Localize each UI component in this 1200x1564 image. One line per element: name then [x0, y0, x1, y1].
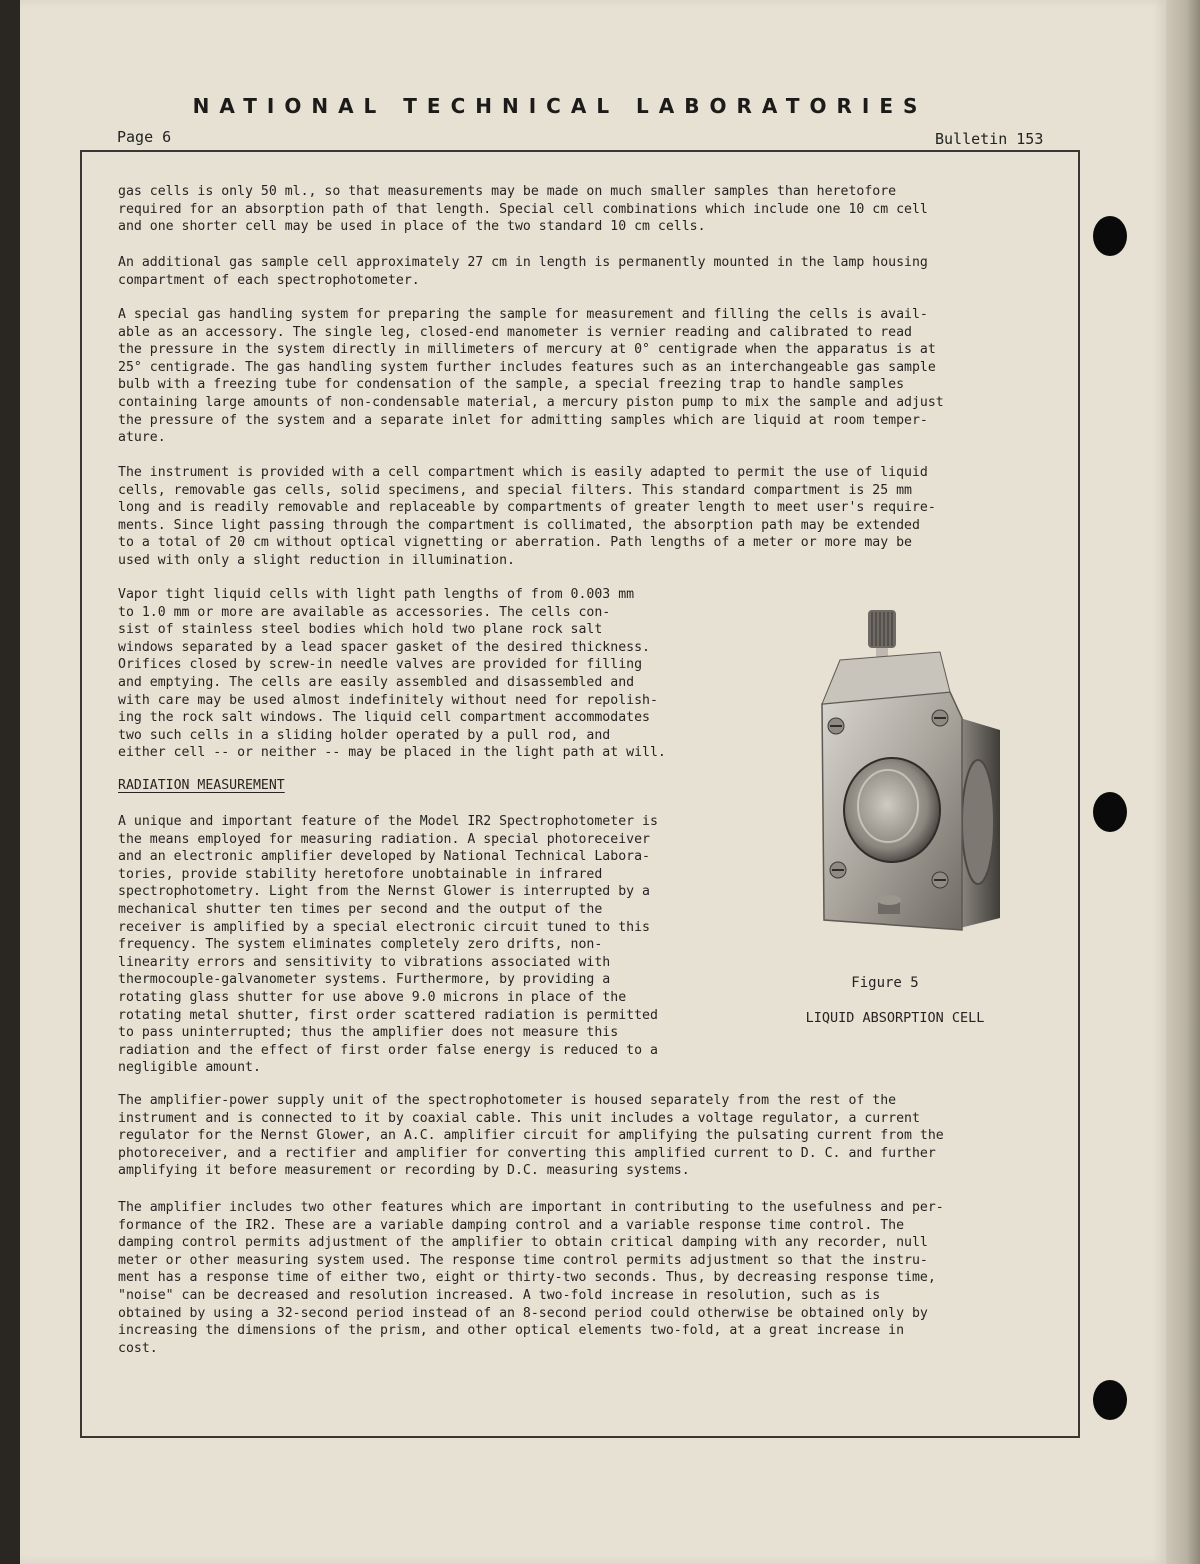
figure-caption: LIQUID ABSORPTION CELL [805, 1010, 985, 1026]
section-heading-radiation: RADIATION MEASUREMENT [118, 778, 285, 793]
liquid-absorption-cell-photo [800, 600, 1020, 940]
binder-hole-top [1093, 216, 1127, 256]
paragraph-liquid-cells: Vapor tight liquid cells with light path lengths of from 0.003 mm to 1.0 mm or more are available as accessories. The cells con- sist of stainless steel bodies which hold two plane rock salt windows separated by a lead spacer gasket of the desired thickness. Orifices closed by screw-in needle valves are provided for filling and emptying. The cells are easily assembled and disassembled and with care may be used almost indefinitely without need for repolish- ing the rock salt windows. The liquid cell compartment accommodates two such cells in a sliding holder operated by a pull rod, and either cell -- or neither -- may be placed in the light path at will. [118, 587, 666, 761]
paragraph-cell-compartment: The instrument is provided with a cell compartment which is easily adapted to permit the use of liquid cells, removable gas cells, solid specimens, and special filters. This standard compartment is 25 mm long and is readily removable and replaceable by compartments of greater length to meet user's require- ments. Since light passing through the compartment is collimated, the absorption path may be extended to a total of 20 cm without optical vignetting or aberration. Path lengths of a meter or more may be used with only a slight reduction in illumination. [118, 465, 936, 568]
paragraph-amplifier-features: The amplifier includes two other features which are important in contributing to the usefulness and per- formance of the IR2. These are a variable damping control and a variable response time control. The damping control permits adjustment of the amplifier to obtain critical damping with any recorder, null meter or other measuring system used. The response time control permits adjustment so that the instru- ment has a response time of either two, eight or thirty-two seconds. Thus, by decreasing response time, "noise" can be decreased and resolution increased. A two-fold increase in resolution, such as is obtained by using a 32-second period instead of an 8-second period could otherwise be obtained only by increasing the dimensions of the prism, and other optical elements two-fold, at a great increase in cost. [118, 1200, 944, 1356]
paragraph-additional-cell: An additional gas sample cell approximately 27 cm in length is permanently mounted in the lamp housing compartment of each spectrophotometer. [118, 255, 928, 288]
paragraph-amplifier-power: The amplifier-power supply unit of the spectrophotometer is housed separately from the rest of the instrument and is connected to it by coaxial cable. This unit includes a voltage regulator, a current regulator for the Nernst Glower, an A.C. amplifier circuit for amplifying the pulsating current from the photoreceiver, and a rectifier and amplifier for converting this amplified current to D. C. and further amplifying it before measurement or recording by D.C. measuring systems. [118, 1093, 944, 1179]
binder-hole-bottom [1093, 1380, 1127, 1420]
paragraph-radiation: A unique and important feature of the Model IR2 Spectrophotometer is the means employed for measuring radiation. A special photoreceiver and an electronic amplifier developed by National Technical Labora- tories, provide stability heretofore unobtainable in infrared spectrophotometry. Light from the Nernst Glower is interrupted by a mechanical shutter ten times per second and the output of the receiver is amplified by a special electronic circuit tuned to this frequency. The system eliminates completely zero drifts, non- linearity errors and sensitivity to vibrations associated with thermocouple-galvanometer systems. Furthermore, by providing a rotating glass shutter for use above 9.0 microns in place of the rotating metal shutter, first order scattered radiation is permitted to pass uninterrupted; thus the amplifier does not measure this radiation and the effect of first order false energy is reduced to a negligible amount. [118, 814, 658, 1076]
laboratory-name-header: NATIONAL TECHNICAL LABORATORIES [192, 94, 928, 118]
paragraph-gas-cells: gas cells is only 50 ml., so that measurements may be made on much smaller samples than heretofore required for an absorption path of that length. Special cell combinations which include one 10 cm cell and one shorter cell may be used in place of the two standard 10 cm cells. [118, 184, 928, 235]
page-number: Page 6 [117, 128, 172, 146]
paragraph-gas-handling: A special gas handling system for preparing the sample for measurement and filling the cells is avail- able as an accessory. The single leg, closed-end manometer is vernier reading and calibrated to read the pressure in the system directly in millimeters of mercury at 0° centigrade when the apparatus is at 25° centigrade. The gas handling system further includes features such as an interchangeable gas sample bulb with a freezing tube for condensation of the sample, a special freezing trap to handle samples containing large amounts of non-condensable material, a mercury piston pump to mix the sample and adjust the pressure of the system and a separate inlet for admitting samples which are liquid at room temper- ature. [118, 307, 944, 446]
bulletin-number: Bulletin 153 [935, 130, 1044, 148]
binder-hole-middle [1093, 792, 1127, 832]
figure-number: Figure 5 [851, 975, 919, 991]
adjacent-page-edge [1166, 0, 1200, 1564]
